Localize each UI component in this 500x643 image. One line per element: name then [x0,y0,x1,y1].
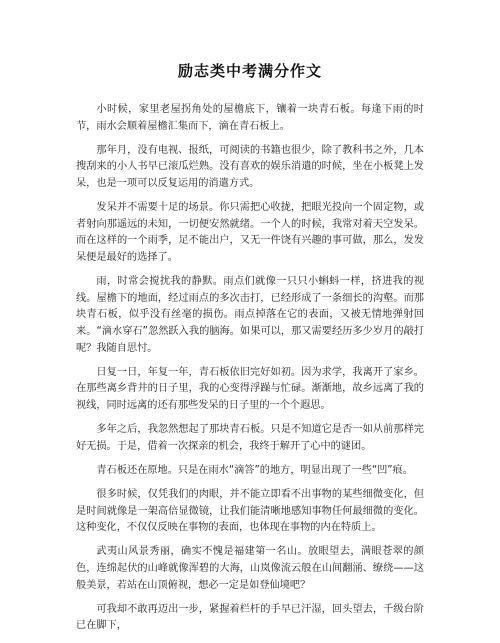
paragraph: 小时候，家里老屋拐角处的屋檐底下，镶着一块青石板。每逢下雨的时节，雨水会顺着屋檐汇集而下，滴在青石板上。 [76,104,424,132]
document-body [76,102,424,643]
paragraph: 日复一日，年复一年，青石板依旧完好如初。因为求学，我离开了家乡。在那些离乡背井的日子里，我的心变得浮躁与忙碌。渐渐地，故乡远离了我的视线，同时远离的还有那些发呆的日子里的一个个遐思。 [76,366,424,411]
paragraph: 多年之后，我忽然想起了那块青石板。只是不知道它是否一如从前那样完好无损。于是，借着一次探亲的机会，我终于解开了心中的谜团。 [76,424,424,452]
paragraph: 武夷山风景秀丽，确实不愧是福建第一名山。放眼望去，满眼苍翠的颜色，连绵起伏的山峰就像浑碧的大海，山岚像流云般在山间翻涌、缭绕——这般美景，若站在山顶俯视，想必一定是如登仙境吧？ [76,546,424,591]
paragraph: 可我却不敢再迈出一步，紧握着栏杆的手早已汗湿，回头望去，千级台阶已在脚下， [76,603,424,632]
paragraph: 青石板还在原地。只是在雨水“滴答”的地方，明显出现了一些“凹”痕。 [96,464,413,476]
paragraph: 发呆并不需要十足的场景。你只需把心收拢，把眼光投向一个固定物，或者射向那遥远的未知，一切便安然就绪。一个人的时候，我常对着天空发呆。而在这样的一个雨季，足不能出户，又无一件饶有兴趣的事可做，那么，发发呆便是最好的选择了。 [76,202,424,263]
paragraph: 那年月，没有电视、报纸，可阅读的书籍也很少，除了教科书之外，几本搜刮来的小人书早已滚瓜烂熟。没有喜欢的娱乐消遣的时候，坐在小板凳上发呆，也是一项可以反复运用的消遣方式。 [76,144,424,189]
paragraph: 雨，时常会搅扰我的静默。雨点们就像一只只小蝌蚪一样，挤进我的视线。屋檐下的地面，经过雨点的多次击打，已经形成了一条细长的沟壑。而那块青石板，似乎没有丝毫的损伤。雨点掉落在它的表面，又被无情地弹射回来。“滴水穿石”忽然跃入我的脑海。如果可以，那又需要经历多少岁月的敲打呢？我随自思忖。 [76,276,424,354]
paragraph: 很多时候，仅凭我们的肉眼，并不能立即看不出事物的某些细微变化，但是时间就像是一架高倍显微镜，让我们能清晰地感知事物任何最细微的变化。这种变化，不仅仅反映在事物的表面，也体现在事物的内在特质上。 [76,489,424,534]
document-title: 励志类中考满分作文 [177,62,322,80]
